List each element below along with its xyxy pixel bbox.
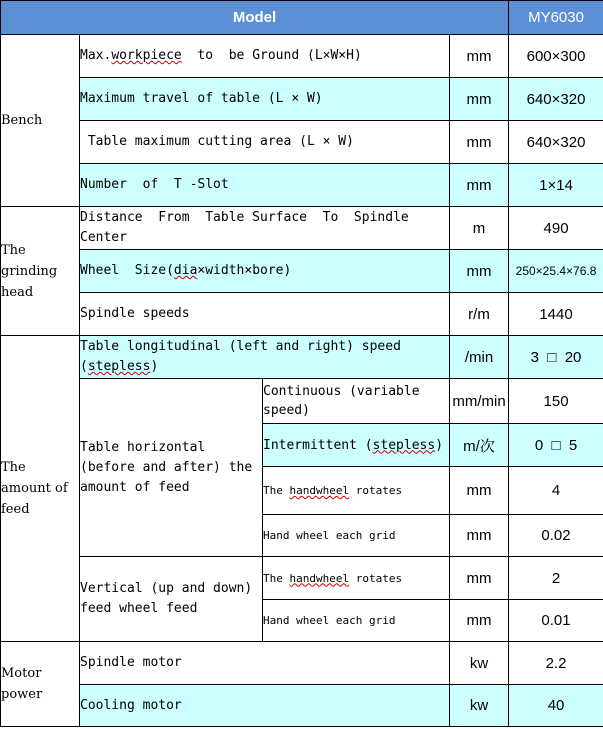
- row-unit: r/m: [450, 293, 509, 336]
- table-row: [1, 35, 603, 78]
- row-value: 2.2: [509, 642, 603, 685]
- row-label: Spindle motor: [80, 642, 450, 685]
- row-label: Max.workpiece to be Ground (L×W×H): [80, 35, 450, 78]
- row-label: Cooling motor: [80, 685, 450, 727]
- row-value: 490: [509, 207, 603, 250]
- row-unit: kw: [450, 642, 509, 685]
- row-value: 1440: [509, 293, 603, 336]
- table-row: [1, 207, 603, 250]
- table-row: [1, 557, 603, 600]
- row-unit: kw: [450, 685, 509, 727]
- row-label: Continuous (variable speed): [263, 379, 450, 424]
- row-value: 0.01: [509, 600, 603, 642]
- table-row: [1, 164, 603, 207]
- row-label: Intermittent (stepless): [263, 424, 450, 467]
- row-value: 250×25.4×76.8: [509, 250, 603, 293]
- category-bench: Bench: [1, 35, 80, 207]
- row-unit: mm: [450, 35, 509, 78]
- row-unit: mm: [450, 557, 509, 600]
- table-row: [1, 250, 603, 293]
- row-value: 600×300: [509, 35, 603, 78]
- row-unit: mm: [450, 78, 509, 121]
- row-value: 4: [509, 467, 603, 515]
- row-unit: mm/min: [450, 379, 509, 424]
- row-unit: mm: [450, 121, 509, 164]
- row-label: Wheel Size(dia×width×bore): [80, 250, 450, 293]
- row-value: 1×14: [509, 164, 603, 207]
- row-unit: mm: [450, 250, 509, 293]
- row-value: 2: [509, 557, 603, 600]
- row-unit: /min: [450, 336, 509, 379]
- table-row: [1, 336, 603, 379]
- row-unit: mm: [450, 467, 509, 515]
- table-row: [1, 121, 603, 164]
- row-value: 3 □ 20: [509, 336, 603, 379]
- table-row: [1, 78, 603, 121]
- table-row: [1, 379, 603, 424]
- row-label: The handwheel rotates: [263, 557, 450, 600]
- row-value: 40: [509, 685, 603, 727]
- row-value: 640×320: [509, 78, 603, 121]
- row-label: Hand wheel each grid: [263, 515, 450, 557]
- row-value: 150: [509, 379, 603, 424]
- header-row: [1, 1, 603, 35]
- row-unit: mm: [450, 515, 509, 557]
- row-label: The handwheel rotates: [263, 467, 450, 515]
- model-value: MY6030: [509, 1, 603, 35]
- model-header: Model: [1, 1, 509, 35]
- row-value: 640×320: [509, 121, 603, 164]
- row-unit: mm: [450, 600, 509, 642]
- row-unit: m: [450, 207, 509, 250]
- row-value: 0.02: [509, 515, 603, 557]
- row-label: Number of T -Slot: [80, 164, 450, 207]
- row-label: Spindle speeds: [80, 293, 450, 336]
- row-group-label: Table horizontal (before and after) the amount of feed: [80, 379, 263, 557]
- row-value: 0 □ 5: [509, 424, 603, 467]
- category-feed: The amount of feed: [1, 336, 80, 642]
- row-unit: m/次: [450, 424, 509, 467]
- row-unit: mm: [450, 164, 509, 207]
- row-label: Maximum travel of table (L × W): [80, 78, 450, 121]
- row-label: Hand wheel each grid: [263, 600, 450, 642]
- category-motor: Motor power: [1, 642, 80, 727]
- row-group-label: Vertical (up and down) feed wheel feed: [80, 557, 263, 642]
- category-grinding-head: The grinding head: [1, 207, 80, 336]
- table-row: [1, 642, 603, 685]
- table-row: [1, 685, 603, 727]
- table-row: [1, 293, 603, 336]
- row-label: Distance From Table Surface To Spindle Center: [80, 207, 450, 250]
- row-label: Table longitudinal (left and right) speed (stepless): [80, 336, 450, 379]
- row-label: Table maximum cutting area (L × W): [80, 121, 450, 164]
